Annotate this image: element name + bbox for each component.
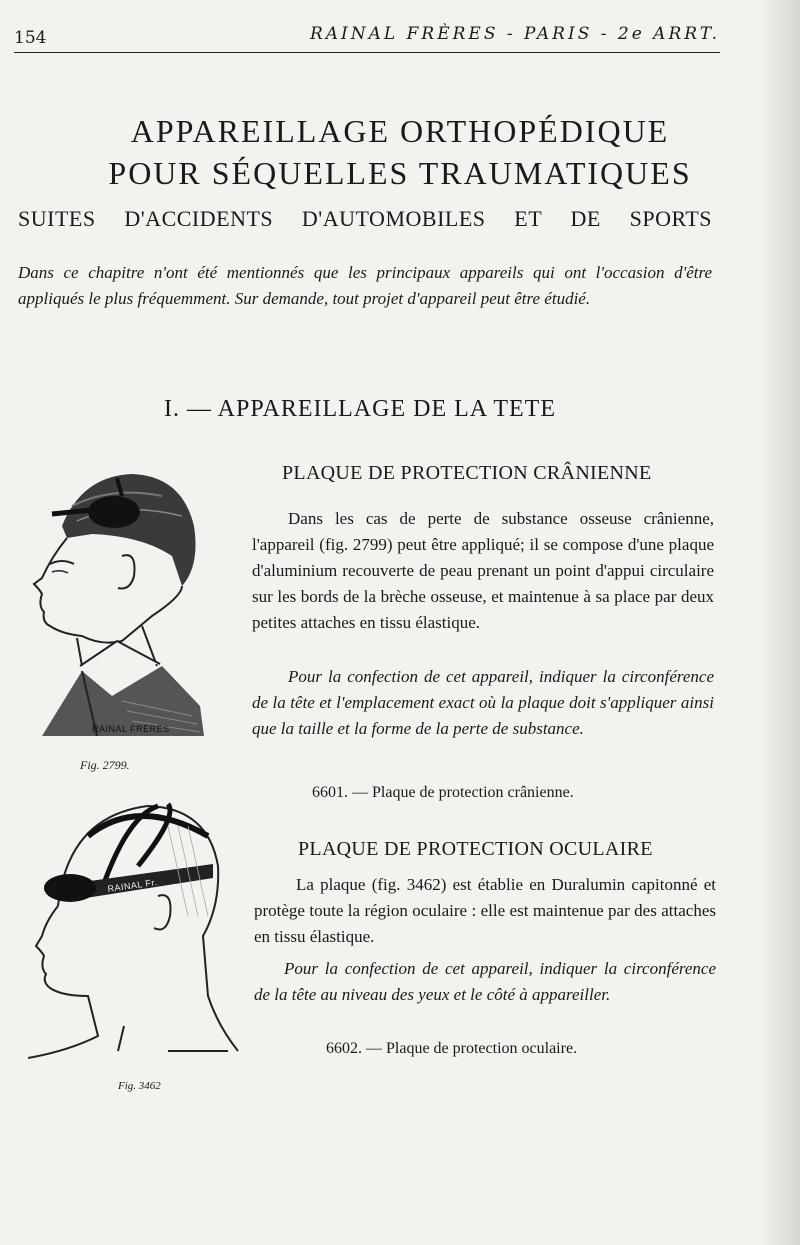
chapter-title-line2: POUR SÉQUELLES TRAUMATIQUES <box>108 155 692 191</box>
cranial-plate-description: Dans les cas de perte de substance osseuse crânienne, l'appareil (fig. 2799) peut être appliqué; il se compose d'une plaque d'aluminium recouverte de peau prenant un point d'appui circulaire sur les bords de la brèche osseuse, et maintenue à sa place par deux petites attaches en tissu élastique. <box>252 509 714 632</box>
figure-brand-mark: RAINAL FRÈRES <box>92 724 170 734</box>
figure-caption-3462: Fig. 3462 <box>118 1080 161 1092</box>
cranial-plate-heading: PLAQUE DE PROTECTION CRÂNIENNE <box>282 462 652 484</box>
ocular-figure-brand-mark: RAINAL Fr. <box>106 877 158 894</box>
chapter-subtitle: SUITES D'ACCIDENTS D'AUTOMOBILES ET DE SPORTS <box>18 206 712 231</box>
cranial-plate-illustration <box>22 466 222 746</box>
ocular-plate-heading: PLAQUE DE PROTECTION OCULAIRE <box>298 838 653 860</box>
cranial-plate-reference: 6601. — Plaque de protection crânienne. <box>312 784 574 801</box>
chapter-intro: Dans ce chapitre n'ont été mentionnés que les principaux appareils qui ont l'occasion d'être appliqués le plus fréquemment. Sur demande, tout projet d'appareil peut être étudié. <box>18 263 712 308</box>
ocular-plate-illustration <box>28 796 258 1071</box>
section-heading: I. — APPAREILLAGE DE LA TETE <box>164 396 556 422</box>
figure-caption-2799: Fig. 2799. <box>80 758 130 772</box>
ocular-plate-description: La plaque (fig. 3462) est établie en Duralumin capitonné et protège toute la région oculaire : elle est maintenue par des attaches en tissu élastique. <box>254 875 716 946</box>
ocular-plate-reference: 6602. — Plaque de protection oculaire. <box>326 1040 578 1057</box>
ocular-plate-instructions: Pour la confection de cet appareil, indiquer la circonférence de la tête au niveau des yeux et le côté à appareiller. <box>254 959 716 1004</box>
cranial-plate-instructions: Pour la confection de cet appareil, indiquer la circonférence de la tête et l'emplacement exact où la plaque doit s'appliquer ainsi que la taille et la forme de la perte de substance. <box>252 667 714 738</box>
chapter-title-line1: APPAREILLAGE ORTHOPÉDIQUE <box>130 113 670 149</box>
running-title: RAINAL FRÈRES - PARIS - 2e ARRT. <box>309 24 720 44</box>
page-number: 154 <box>14 28 47 48</box>
page-header <box>14 22 720 53</box>
